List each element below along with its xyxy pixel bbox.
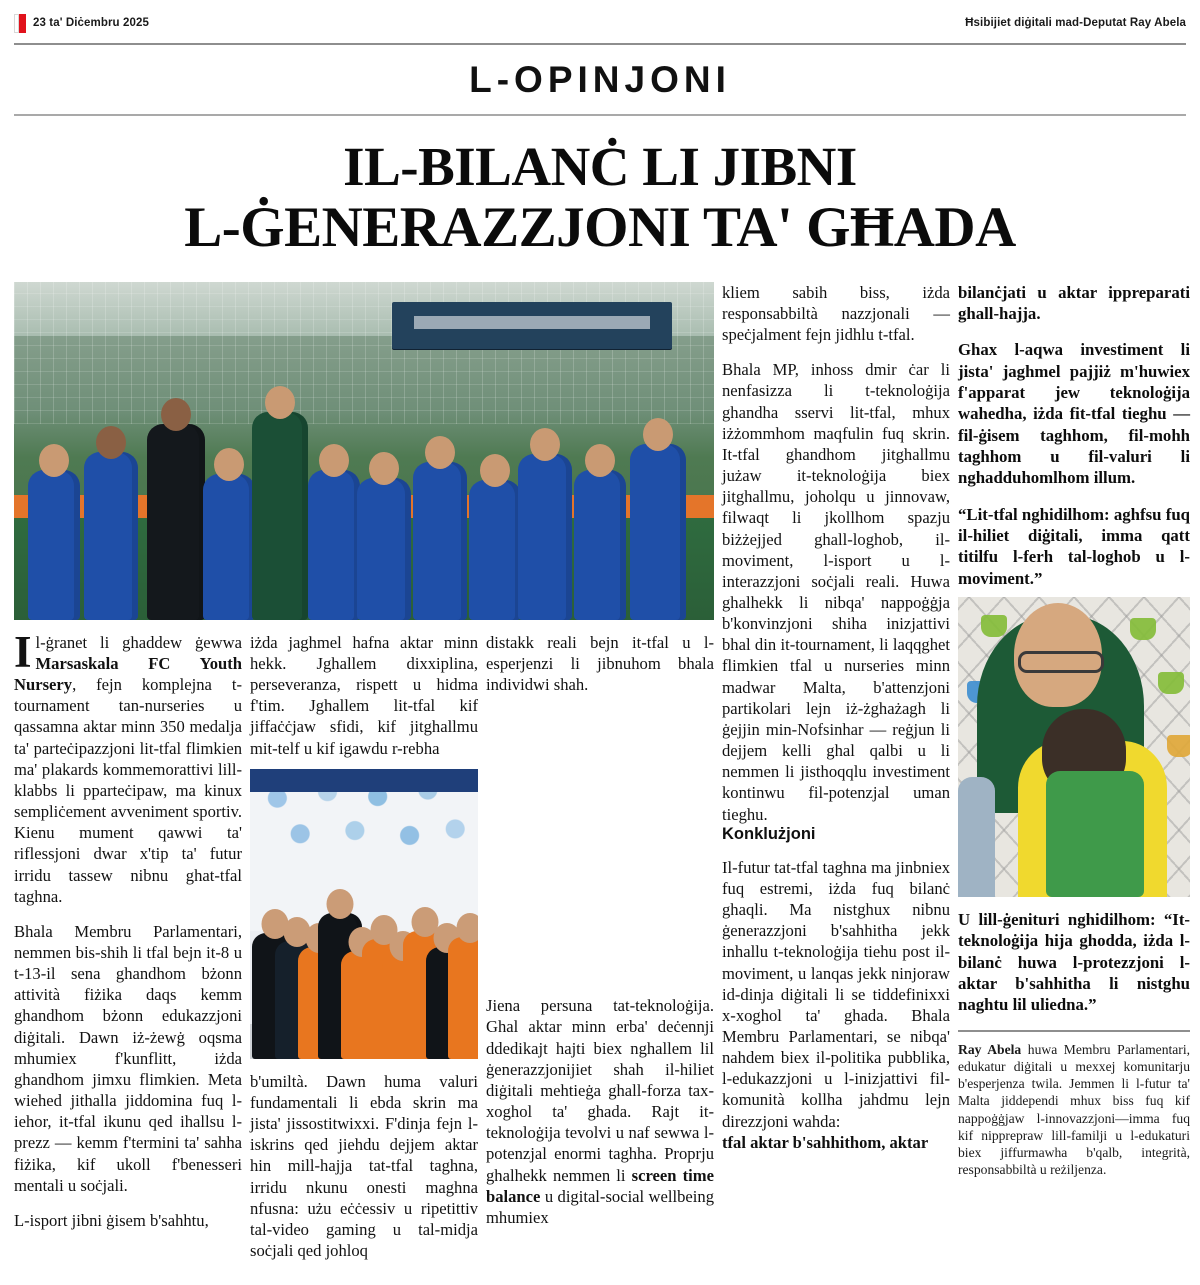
photo-team-orange-kits [250,769,478,1059]
c5-p2: Ghax l-aqwa investiment li jista' jaghmel pajjiż m'huwiex f'apparat jew teknoloġija wahedha, iżda fit-tfal tieghu — fil-ġisem taghhom, fil-mohh taghhom u fil-valuri li nghadduhomlhom illum. [958,340,1190,488]
paragraph [250,632,478,759]
bio-divider [958,1030,1190,1032]
headline-line-2: L-ĠENERAZZJONI TA' GĦADA [184,195,1016,259]
emphasis: Marsaskala FC Youth Nursery [14,653,242,695]
backpack [1046,771,1143,897]
side-child-figure [958,777,995,897]
subheading-konkluzjoni: Konklużjoni [722,824,816,843]
c5-p3: “Lit-tfal nghidilhom: aghfsu fuq il-hiliet diġitali, imma qatt titilfu l-ferh tal-loghob u l-moviment.” [958,504,1190,588]
c1-p3: L-isport jibni ġisem b'sahhtu, [14,1210,209,1230]
c4-p1: kliem sabih biss, iżda responsabbiltà nazzjonali — speċjalment fejn jidhlu t-tfal. [722,282,950,345]
photo-b-spacer [486,695,714,991]
column-1 [14,626,242,1231]
glasses-icon [1018,651,1104,673]
paragraph [958,282,1190,325]
team-figures [250,827,478,1059]
paragraph [14,921,242,1196]
column-3 [486,632,714,1228]
column-2 [250,632,478,1261]
column-4 [722,282,950,1153]
c5-p1: bilanċjati u aktar ippreparati ghall-hajja. [958,282,1190,324]
photo-medal-presentation [958,597,1190,897]
c3-p2: Jiena persuna tat-teknoloġija. Ghal aktar minn erba' deċennji ddedikajt hajti biex nghallem lil ġenerazzjonijiet shah il-hiliet diġitali mehtieġa ghall-forza tax-xoghol ta' ghada. Rajt it-teknoloġija tevolvi u naf sewwa l-potenzjal enormi taghha. Proprju ghalhekk nemmen li screen time balance u digital-social wellbeing mhumiex [486,996,714,1227]
pull-quote-1 [958,504,1190,589]
c3-p1: distakk reali bejn it-tfal u l-esperjenzi li jibnuhom bhala individwi shah. [486,632,714,695]
article-body [14,282,1191,1261]
malta-flag-icon [14,14,26,33]
author-bio [958,1041,1190,1179]
section-title: L-OPINJONI [469,59,731,100]
c4-p3: Il-futur tat-tfal taghna ma jinbniex fuq estremi, iżda fuq bilanċ ghaqli. Ma nistghux nibnu ġenerazzjoni b'sahhitha jekk inhallu t-teknoloġija tiehu post il-moviment, u lanqas jekk ninjoraw id-dinja diġitali li se tiddefinixxi x-xoghol ta' ghada. Bhala Membru Parlamentari, se nibqa' nahdem biex il-politika pubblika, l-edukazzjoni u l-inizjattivi fil-komunità kollha jahdmu lejn direzzjoni wahda: [722,857,950,1131]
publication-date: 23 ta' Diċembru 2025 [33,17,149,29]
c2-p2: b'umiltà. Dawn huma valuri fundamentali li ebda skrin ma jista' jissostitwixxi. F'dinja fejn l-iskrins qed jiehdu dejjem aktar hin mill-hajja tat-tfal taghna, irridu nkunu onesti maghna nfusna: użu eċċessiv u ripetittiv tal-video gaming u tal-midja soċjali qed johloq [250,1071,478,1261]
c1-p1: Il-ġranet li ghaddew ġewwa Marsaskala FC Youth Nursery, fejn komplejna t-tournament tan-nurseries u qassamna aktar minn 350 medalja ta' parteċipazzjoni lit-tfal flimkien ma' plakards kommemorattivi lill-klabbs li pparteċipaw, ma kinux sempliċement avveniment sportiv. Kienu mument qawwi ta' riflessjoni dwar x'tip ta' futur irridu tassew nibnu ghat-tfal taghna. [14,626,242,906]
paragraph [722,282,950,345]
c2-p1: iżda jaghmel hafna aktar minn hekk. Jghallem dixxiplina, perseveranza, rispett u hidma f'tim. Jghallem lit-tfal kif jiffaċċjaw sfidi, kif jitghallmu mit-telf u kif igawdu r-rebha [250,632,478,758]
paragraph [958,339,1190,488]
masthead-kicker: Ħsibijiet diġitali mad-Deputat Ray Abela [965,17,1186,29]
masthead-left [14,14,149,33]
author-name: Ray Abela [958,1041,1022,1057]
photo-team-blue-kits [14,282,714,620]
pitch-sign [392,302,672,349]
paragraph [250,1071,478,1261]
c5-p4: U lill-ġenituri nghidilhom: “It-teknoloġija hija ghodda, iżda l-bilanċ huwa l-protezzjoni l-aktar b'sahhitha li nistghu naghtu lil uliedna.” [958,910,1190,1015]
paragraph [14,1210,242,1231]
author-bio-text: huwa Membru Parlamentari, edukatur diġitali u mexxej komunitarju b'esperjenza twila. Jemmen li l-futur ta' Malta jiddependi mhux biss fuq kif nappoġġjaw l-innovazzjoni—imma fuq kif nipprepraw lill-familji u l-edukaturi biex jiffurmawha b'qalb, integrità, responsabbiltà u reżiljenza. [958,1041,1191,1178]
paragraph [486,632,714,695]
paragraph [14,626,242,907]
headline-line-1: IL-BILANĊ LI JIBNI [343,136,857,197]
c1-p2: Bhala Membru Parlamentari, nemmen bis-shih li tfal bejn it-8 u t-13-il sena ghandhom bżonn attività fiżika daqs kemm ghandhom bżonn edukazzjoni diġitali. Dawn iż-żewġ oqsma mhumiex f'kunflitt, iżda ghandhom jimxu flimkien. Meta wiehed jithalla jiddomina fuq l-iehor, it-tfal ikunu qed ihallsu l-prezz — kemm f'termini ta' sahha fiżika, kif ukoll f'benesseri mentali u soċjali. [14,921,242,1195]
emphasis: screen time balance [486,1165,714,1206]
article-headline [14,116,1186,282]
paragraph [722,359,950,824]
masthead [14,0,1186,40]
column-5 [958,282,1190,1179]
c4-p2: Bhala MP, inhoss dmir ċar li nenfasizza li t-teknoloġija ghandha sservi lit-tfal, mhux iżżommhom maqfulin fuq skrin. It-tfal ghandhom jitghallmu jużaw it-teknoloġija biex jitghallmu, joholqu u jinnovaw, filwaqt li jkollhom spazju biżżejjed ghall-loghob, il-moviment, l-isport u l-interazzjoni soċjali reali. Huwa ghalhekk li nibqa' nappoġġja b'konvinzjoni shiha inizjattivi bhal din it-tournament, li laqqghet flimkien tfal u nurseries minn madwar Malta, b'attenzjoni partikolari lejn iż-żghażagh li ġejjin min-Nofsinhar — reġjun li dejjem kelli ghal qalbi u li nemmen li jisthoqqlu investiment kontinwu fil-potenzjal uman tieghu. [722,360,950,824]
paragraph [722,857,950,1132]
paragraph [486,995,714,1228]
pull-quote-2 [958,909,1190,1016]
c4-p4-bold: tfal aktar b'sahhithom, aktar [722,1132,929,1152]
team-figures [14,363,714,620]
